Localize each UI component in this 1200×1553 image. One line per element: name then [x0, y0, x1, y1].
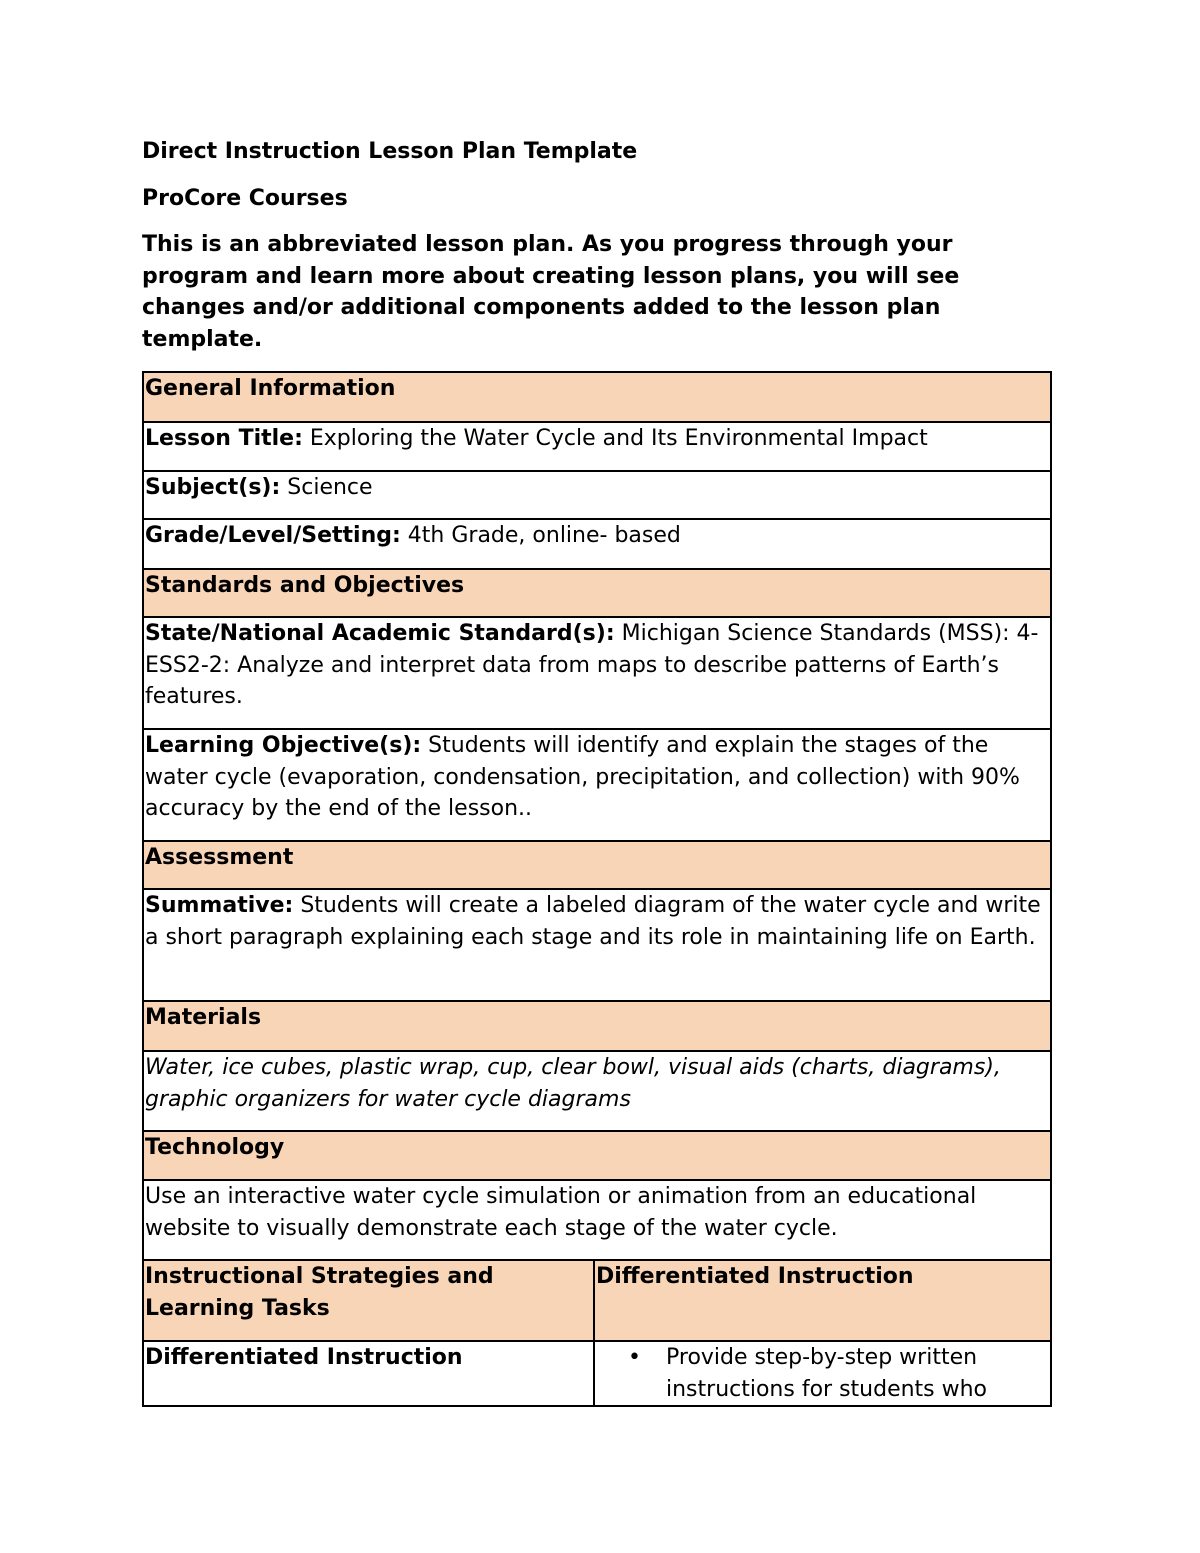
subjects-cell [143, 471, 1051, 519]
section-header-general-information: General Information [143, 372, 1051, 422]
bullet-text: Provide step-by-step written instructions for students who [666, 1345, 988, 1402]
bullet-icon: • [628, 1345, 641, 1370]
document-title: Direct Instruction Lesson Plan Template [142, 139, 638, 164]
standard-row [143, 617, 1051, 729]
objective-label: Learning Objective(s): [145, 733, 422, 758]
standard-value: Michigan Science Standards (MSS): 4-ESS2-2: Analyze and interpret data from maps to describe patterns of Earth’s features. [145, 621, 1039, 709]
summative-label: Summative: [145, 893, 294, 918]
materials-row [143, 1051, 1051, 1131]
document-intro: This is an abbreviated lesson plan. As you progress through your program and learn more about creating lesson plans, you will see changes and/or additional components added to the lesson plan template. [142, 232, 960, 352]
section-header-technology: Technology [143, 1131, 1051, 1180]
document-subtitle: ProCore Courses [142, 185, 348, 211]
section-row-materials [143, 1001, 1051, 1051]
subjects-label: Subject(s): [145, 475, 281, 500]
materials-cell: Water, ice cubes, plastic wrap, cup, clear bowl, visual aids (charts, diagrams), graphic organizers for water cycle diagrams [143, 1051, 1051, 1131]
summative-value: Students will create a labeled diagram of the water cycle and write a short paragraph explaining each stage and its role in maintaining life on Earth. [145, 893, 1041, 950]
section-row-assessment [143, 841, 1051, 889]
grade-value: 4th Grade, online- based [400, 523, 681, 548]
lesson-plan-table [142, 371, 1052, 1407]
objective-row [143, 729, 1051, 841]
standard-label: State/National Academic Standard(s): [145, 621, 615, 646]
lesson-title-row [143, 422, 1051, 471]
subjects-value: Science [280, 475, 373, 500]
standard-cell [143, 617, 1051, 729]
grade-label: Grade/Level/Setting: [145, 523, 401, 548]
section-header-differentiated: Differentiated Instruction [594, 1260, 1051, 1341]
technology-row [143, 1180, 1051, 1260]
differentiated-label-cell: Differentiated Instruction [143, 1341, 594, 1406]
section-header-strategies: Instructional Strategies and Learning Tasks [143, 1260, 594, 1341]
subjects-row [143, 471, 1051, 519]
list-item [628, 1342, 1050, 1405]
differentiated-bullets-cell [594, 1341, 1051, 1406]
lesson-title-label: Lesson Title: [145, 426, 303, 451]
strategies-header-row [143, 1260, 1051, 1341]
grade-row [143, 519, 1051, 569]
section-header-standards: Standards and Objectives [143, 569, 1051, 617]
lesson-title-cell [143, 422, 1051, 471]
section-header-assessment: Assessment [143, 841, 1051, 889]
objective-value: Students will identify and explain the stages of the water cycle (evaporation, condensation, precipitation, and collection) with 90% accuracy by the end of the lesson.. [145, 733, 1020, 821]
section-header-materials: Materials [143, 1001, 1051, 1051]
differentiated-bullet-list [596, 1342, 1050, 1405]
summative-cell [143, 889, 1051, 1001]
differentiated-row [143, 1341, 1051, 1406]
section-row-standards [143, 569, 1051, 617]
document-page [142, 136, 1050, 1407]
grade-cell [143, 519, 1051, 569]
objective-cell [143, 729, 1051, 841]
section-row-technology [143, 1131, 1051, 1180]
technology-cell: Use an interactive water cycle simulation or animation from an educational website to visually demonstrate each stage of the water cycle. [143, 1180, 1051, 1260]
lesson-title-value: Exploring the Water Cycle and Its Environmental Impact [302, 426, 928, 451]
section-row-general-information [143, 372, 1051, 422]
summative-row [143, 889, 1051, 1001]
